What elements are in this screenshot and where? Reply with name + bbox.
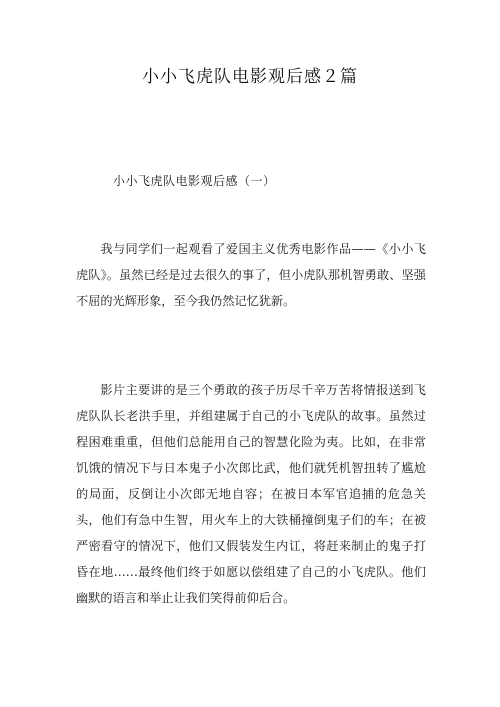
paragraph-2: 影片主要讲的是三个勇敢的孩子历尽千辛万苦将情报送到飞虎队队长老洪手里，并组建属于自己的小飞虎队的故事。虽然过程困难重重，但他们总能用自己的智慧化险为夷。比如，在非常饥饿的情况下与日本鬼子小次郎比武，他们就凭机智扭转了尴尬的局面，反倒让小次郎无地自容；在被日本军官追捕的危急关头，他们有急中生智，用火车上的大铁桶撞倒鬼子们的车；在被严密看守的情况下，他们又假装发生内讧，将赶来制止的鬼子打昏在地……最终他们终于如愿以偿组建了自己的小飞虎队。他们幽默的语言和举止让我们笑得前仰后合。: [76, 383, 426, 605]
document-title: 小小飞虎队电影观后感２篇: [142, 67, 358, 87]
section-heading: 小小飞虎队电影观后感（一）: [113, 174, 276, 188]
paragraph-1: 我与同学们一起观看了爱国主义优秀电影作品——《小小飞虎队》。虽然已经是过去很久的事了，但小虎队那机智勇敢、坚强不屈的光辉形象，至今我仍然记忆犹新。: [76, 242, 426, 308]
